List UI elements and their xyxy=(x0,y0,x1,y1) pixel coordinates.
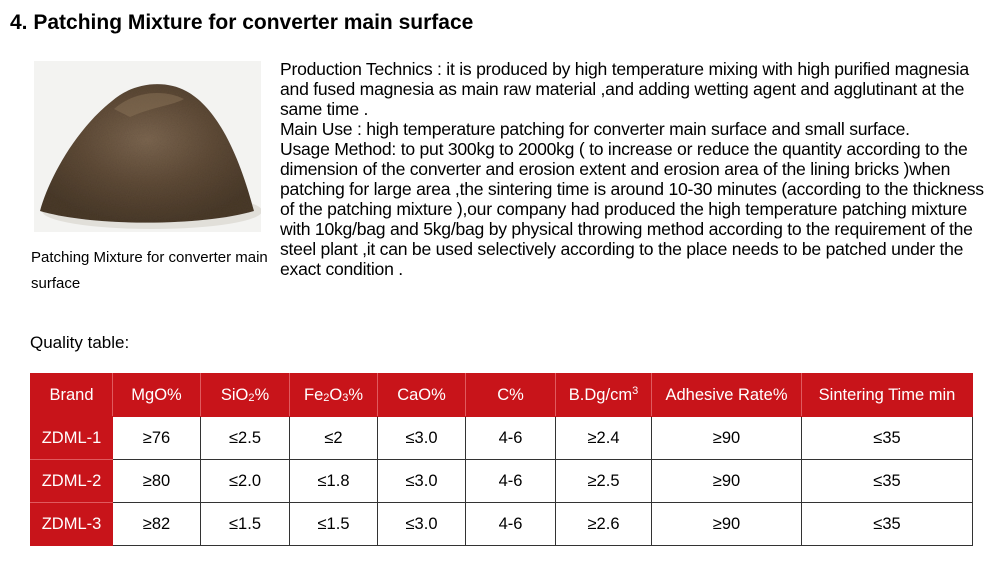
table-row xyxy=(31,460,973,503)
header-adhesive-rate: Adhesive Rate% xyxy=(652,374,802,417)
bdg-cell: ≥2.4 xyxy=(556,417,652,460)
bdg-cell: ≥2.5 xyxy=(556,460,652,503)
fe2o3-cell: ≤1.5 xyxy=(290,503,378,546)
sintering-cell: ≤35 xyxy=(802,503,973,546)
powder-pile-image xyxy=(34,61,261,232)
product-description xyxy=(280,59,1000,279)
header-sio2: SiO$_2$% xyxy=(201,374,290,417)
main-use-text: Main Use : high temperature patching for converter main surface and small surface. xyxy=(280,119,910,139)
sio2-cell: ≤2.5 xyxy=(201,417,290,460)
header-brand: Brand xyxy=(31,374,113,417)
c-cell: 4-6 xyxy=(466,503,556,546)
header-sintering-time: Sintering Time min xyxy=(802,374,973,417)
brand-cell: ZDML-3 xyxy=(31,503,113,546)
fe2o3-cell: ≤2 xyxy=(290,417,378,460)
c-cell: 4-6 xyxy=(466,460,556,503)
mgo-cell: ≥82 xyxy=(113,503,201,546)
header-mgo: MgO% xyxy=(113,374,201,417)
usage-method-text: Usage Method: to put 300kg to 2000kg ( to increase or reduce the quantity according to the dimension of the converter and erosion extent and erosion area of the lining bricks )when patching for large area ,the sintering time is around 10-30 minutes (according to the thickness of the patching mixture ),our company had produced the high temperature patching mixture with 10kg/bag and 5kg/bag by physical throwing method according to the requirement of the steel plant ,it can be used selectively according to the place needs to be patched under the exact condition . xyxy=(280,139,984,279)
mgo-cell: ≥80 xyxy=(113,460,201,503)
sintering-cell: ≤35 xyxy=(802,460,973,503)
product-photo xyxy=(34,61,261,232)
adhesive-cell: ≥90 xyxy=(652,503,802,546)
header-cao: CaO% xyxy=(378,374,466,417)
header-c: C% xyxy=(466,374,556,417)
sio2-cell: ≤1.5 xyxy=(201,503,290,546)
header-fe2o3: $Fe_2O_3\%$ xyxy=(290,374,378,417)
sintering-cell: ≤35 xyxy=(802,417,973,460)
image-caption: Patching Mixture for converter main surface xyxy=(31,249,268,292)
brand-cell: ZDML-1 xyxy=(31,417,113,460)
adhesive-cell: ≥90 xyxy=(652,417,802,460)
table-row xyxy=(31,417,973,460)
fe2o3-cell: ≤1.8 xyxy=(290,460,378,503)
page-title: 4. Patching Mixture for converter main surface xyxy=(10,11,474,34)
cao-cell: ≤3.0 xyxy=(378,417,466,460)
mgo-cell: ≥76 xyxy=(113,417,201,460)
sio2-cell: ≤2.0 xyxy=(201,460,290,503)
table-row xyxy=(31,503,973,546)
cao-cell: ≤3.0 xyxy=(378,460,466,503)
table-header-row xyxy=(31,374,973,417)
header-bdg: $B.Dg/cm^3$ xyxy=(556,374,652,417)
adhesive-cell: ≥90 xyxy=(652,460,802,503)
quality-table-label: Quality table: xyxy=(30,333,130,352)
cao-cell: ≤3.0 xyxy=(378,503,466,546)
c-cell: 4-6 xyxy=(466,417,556,460)
brand-cell: ZDML-2 xyxy=(31,460,113,503)
quality-table xyxy=(30,373,973,546)
production-technics-text: Production Technics : it is produced by high temperature mixing with high purified magnesia and fused magnesia as main raw material ,and adding wetting agent and agglutinant at the same time . xyxy=(280,59,969,119)
bdg-cell: ≥2.6 xyxy=(556,503,652,546)
